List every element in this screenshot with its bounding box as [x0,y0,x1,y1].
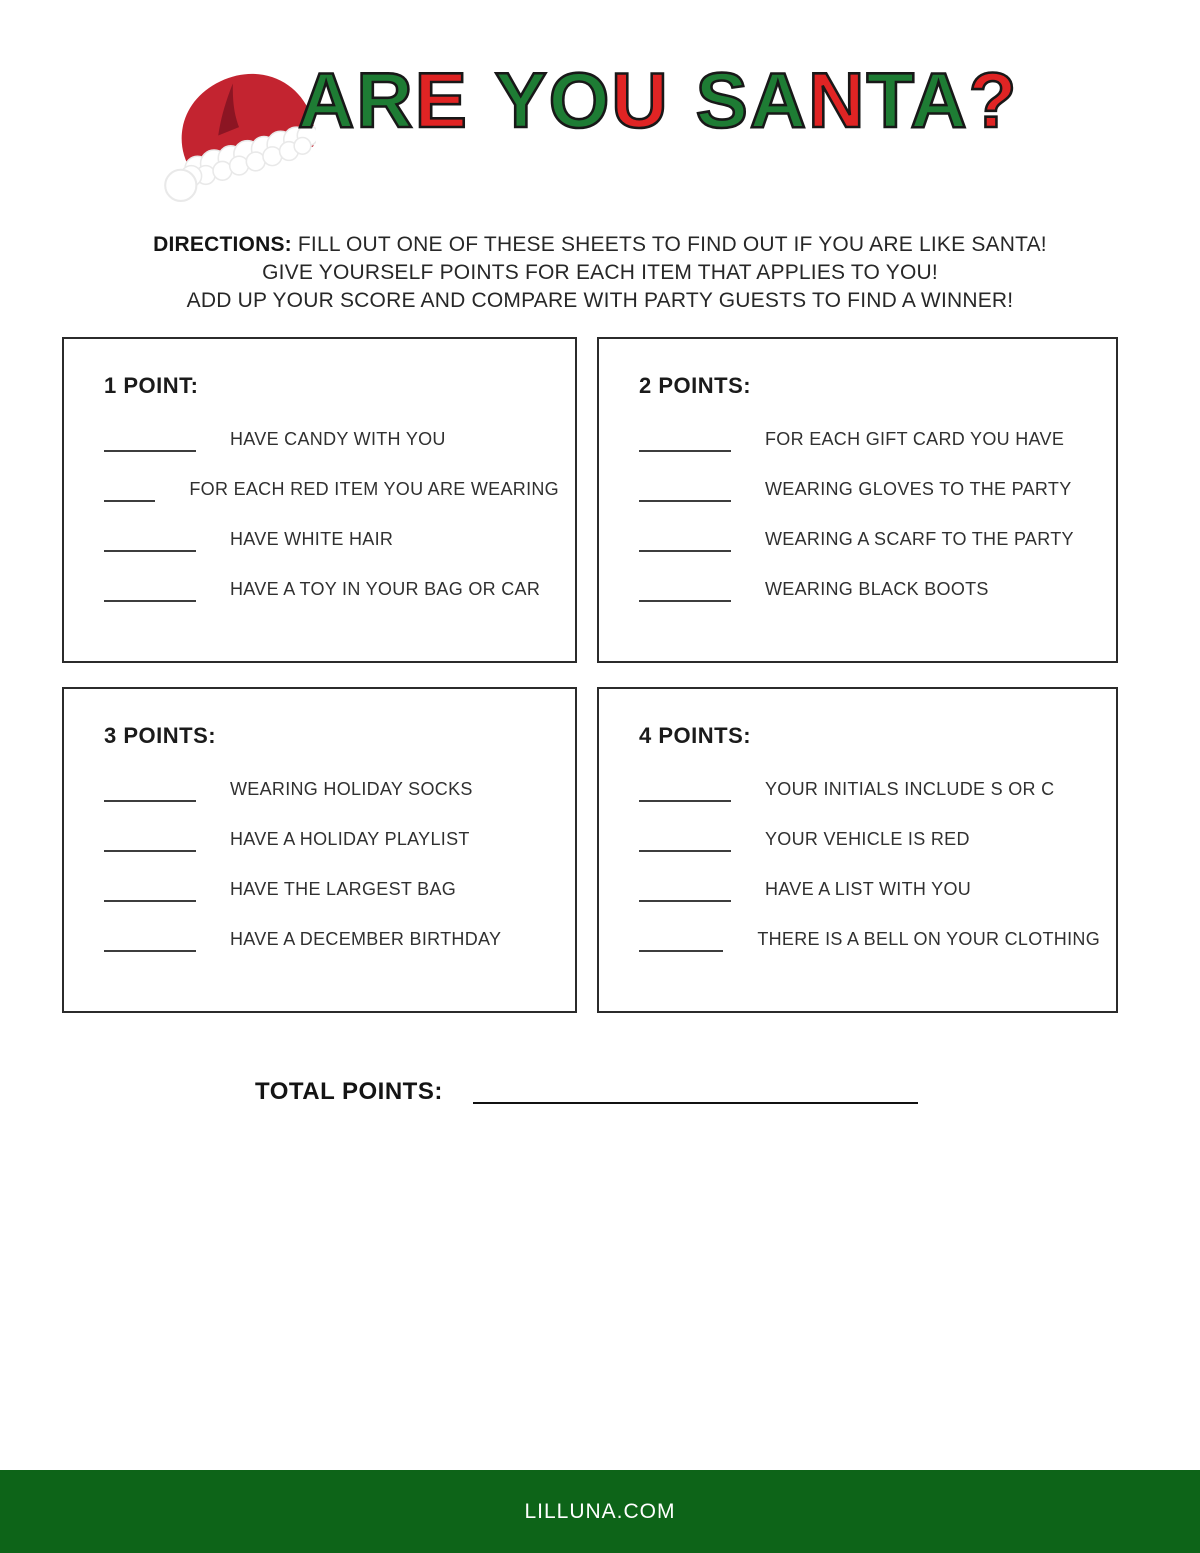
points-box-4 [597,687,1118,1013]
score-item-label: FOR EACH GIFT CARD YOU HAVE [765,429,1065,449]
score-blank-line[interactable] [104,500,155,502]
score-item-label: WEARING HOLIDAY SOCKS [230,779,473,799]
score-item-label: HAVE A HOLIDAY PLAYLIST [230,829,470,849]
score-item [639,757,1100,807]
score-item [639,507,1100,557]
score-blank-line[interactable] [104,600,196,602]
title-letter: A [749,56,809,144]
score-blank-line[interactable] [104,550,196,552]
score-item-label: HAVE A DECEMBER BIRTHDAY [230,929,502,949]
title-letter: N [808,56,867,144]
score-item-label: HAVE A LIST WITH YOU [765,879,972,899]
score-item [639,857,1100,907]
points-box-4-heading: 4 POINTS: [639,723,752,748]
footer-site-text: LILLUNA.COM [524,1499,676,1523]
score-blank-line[interactable] [639,450,731,452]
score-blank-line[interactable] [639,550,731,552]
points-box-3 [62,687,577,1013]
total-points-blank-line[interactable] [473,1102,918,1104]
score-blank-line[interactable] [104,450,196,452]
score-item-label: YOUR INITIALS INCLUDE S OR C [765,779,1055,799]
score-item-label: WEARING BLACK BOOTS [765,579,989,599]
total-points-row [255,1078,918,1106]
directions-line-3: ADD UP YOUR SCORE AND COMPARE WITH PARTY GUESTS TO FIND A WINNER! [186,289,1014,312]
title-letter: E [414,56,469,144]
points-box-3-heading: 3 POINTS: [104,723,217,748]
score-item [104,807,559,857]
title-letter: R [356,56,415,144]
score-item [104,407,559,457]
score-blank-line[interactable] [639,600,731,602]
directions-line-2: GIVE YOURSELF POINTS FOR EACH ITEM THAT APPLIES TO YOU! [262,261,938,284]
score-blank-line[interactable] [104,950,196,952]
title-letter: A [298,56,357,144]
score-item [104,457,559,507]
score-blank-line[interactable] [639,800,731,802]
points-box-1-heading: 1 POINT: [104,373,199,398]
title-letter: ? [968,56,1019,144]
score-item-label: HAVE A TOY IN YOUR BAG OR CAR [230,579,541,599]
score-item [104,907,559,957]
score-item-label: YOUR VEHICLE IS RED [765,829,970,849]
santa-hat-icon [160,46,316,202]
footer-bar [0,1470,1200,1553]
score-blank-line[interactable] [639,950,723,952]
title-letter: O [548,56,612,144]
title-letter: S [695,56,750,144]
points-box-1 [62,337,577,663]
score-item-label: FOR EACH RED ITEM YOU ARE WEARING [189,479,559,499]
directions-label: DIRECTIONS: [153,233,292,256]
score-item [104,557,559,607]
score-item-label: WEARING GLOVES TO THE PARTY [765,479,1072,499]
score-blank-line[interactable] [104,900,196,902]
points-box-2 [597,337,1118,663]
score-item-label: WEARING A SCARF TO THE PARTY [765,529,1074,549]
score-item [104,507,559,557]
page-title [298,52,1038,150]
score-blank-line[interactable] [104,850,196,852]
score-item [639,457,1100,507]
title-letter: U [611,56,670,144]
title-letter: A [910,56,969,144]
points-box-2-heading: 2 POINTS: [639,373,752,398]
score-item [104,857,559,907]
score-item-label: HAVE THE LARGEST BAG [230,879,457,899]
directions-text [0,231,1200,315]
score-item-label: HAVE WHITE HAIR [230,529,394,549]
total-points-label: TOTAL POINTS: [255,1078,443,1105]
score-item [639,407,1100,457]
score-item-label: THERE IS A BELL ON YOUR CLOTHING [757,929,1100,949]
score-item [639,557,1100,607]
directions-line-1: DIRECTIONS: FILL OUT ONE OF THESE SHEETS TO FIND OUT IF YOU ARE LIKE SANTA! [153,233,1047,256]
score-blank-line[interactable] [639,500,731,502]
score-item [639,807,1100,857]
score-blank-line[interactable] [639,900,731,902]
score-item [639,907,1100,957]
score-blank-line[interactable] [639,850,731,852]
title-letter: Y [494,56,549,144]
score-item [104,757,559,807]
title-letter: T [866,56,911,144]
score-blank-line[interactable] [104,800,196,802]
score-item-label: HAVE CANDY WITH YOU [230,429,446,449]
